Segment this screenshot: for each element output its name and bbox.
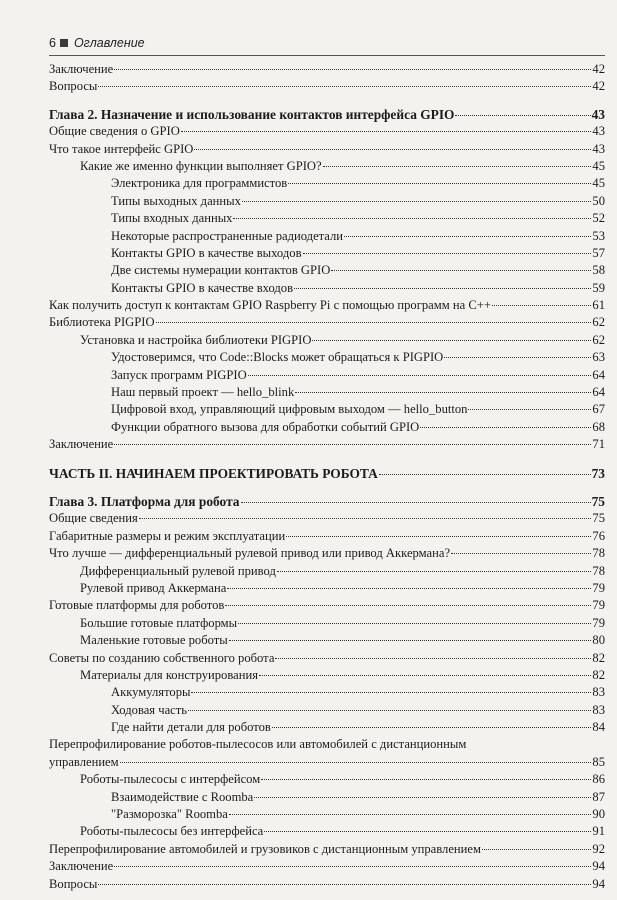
dot-leader: [331, 270, 591, 271]
toc-entry[interactable]: [49, 841, 605, 858]
toc-entry[interactable]: [49, 297, 605, 314]
toc-entry[interactable]: [49, 528, 605, 545]
dot-leader: [455, 115, 590, 116]
toc-entry-page: 50: [592, 193, 605, 208]
toc-entry[interactable]: [49, 876, 605, 893]
table-of-contents: [49, 61, 605, 893]
toc-entry-page: 62: [592, 315, 605, 330]
toc-entry-title: Маленькие готовые роботы: [80, 633, 228, 648]
dot-leader: [188, 710, 591, 711]
dot-leader: [468, 409, 591, 410]
toc-entry-title: Типы выходных данных: [111, 193, 241, 208]
dot-leader: [295, 392, 591, 393]
toc-entry[interactable]: [49, 719, 605, 736]
toc-entry-page: 84: [592, 720, 605, 735]
toc-entry-page: 94: [592, 859, 605, 874]
dot-leader: [444, 357, 591, 358]
dot-leader: [344, 236, 591, 237]
dot-leader: [114, 69, 591, 70]
toc-entry-title: Дифференциальный рулевой привод: [80, 563, 276, 578]
toc-entry-page: 82: [592, 650, 605, 665]
dot-leader: [241, 502, 591, 503]
toc-entry[interactable]: [49, 465, 605, 482]
toc-entry-page: 85: [592, 754, 605, 769]
toc-entry-page: 82: [592, 667, 605, 682]
running-title: Оглавление: [73, 36, 145, 50]
toc-entry-title: Готовые платформы для роботов: [49, 598, 225, 613]
toc-entry[interactable]: [49, 158, 605, 175]
toc-entry-page: 75: [592, 511, 605, 526]
toc-entry-title: ЧАСТЬ II. НАЧИНАЕМ ПРОЕКТИРОВАТЬ РОБОТА: [49, 465, 378, 481]
toc-entry-page: 58: [592, 263, 605, 278]
toc-entry-title: Электроника для программистов: [111, 176, 288, 191]
toc-entry-page: 62: [592, 332, 605, 347]
dot-leader: [98, 86, 591, 87]
dot-leader: [492, 305, 591, 306]
toc-entry-page: 67: [592, 402, 605, 417]
toc-entry-page: 94: [592, 876, 605, 891]
toc-entry[interactable]: [49, 510, 605, 527]
dot-leader: [323, 166, 592, 167]
toc-entry-page: 75: [591, 493, 605, 509]
dot-leader: [294, 288, 591, 289]
toc-entry-title: Глава 2. Назначение и использование контактов интерфейса GPIO: [49, 106, 455, 122]
toc-entry-title: Некоторые распространенные радиодетали: [111, 228, 344, 243]
toc-entry[interactable]: [49, 61, 605, 78]
toc-entry-title: Типы входных данных: [111, 211, 233, 226]
toc-entry[interactable]: [49, 545, 605, 562]
toc-entry-title: Наш первый проект — hello_blink: [111, 385, 295, 400]
toc-entry-page: 87: [592, 789, 605, 804]
dot-leader: [261, 779, 591, 780]
toc-entry[interactable]: [49, 141, 605, 158]
toc-entry-page: 80: [592, 633, 605, 648]
toc-entry-page: 59: [592, 280, 605, 295]
dot-leader: [482, 849, 591, 850]
toc-entry[interactable]: [49, 419, 605, 436]
toc-entry-page: 79: [592, 615, 605, 630]
toc-entry-page: 43: [591, 106, 605, 122]
toc-entry-title: Перепрофилирование автомобилей и грузовиков с дистанционным управлением: [49, 841, 481, 856]
toc-entry-page: 78: [592, 546, 605, 561]
toc-entry[interactable]: [49, 632, 605, 649]
toc-entry-title: Контакты GPIO в качестве входов: [111, 280, 294, 295]
toc-entry-page: 43: [592, 124, 605, 139]
page-number: 6: [49, 36, 56, 50]
toc-entry[interactable]: [49, 106, 605, 123]
toc-entry-title: Заключение: [49, 859, 114, 874]
toc-entry-title: Взаимодействие с Roomba: [111, 789, 254, 804]
dot-leader: [227, 588, 591, 589]
dot-leader: [114, 866, 591, 867]
toc-entry-title: Контакты GPIO в качестве выходов: [111, 245, 302, 260]
header-rule: [49, 55, 605, 56]
dot-leader: [248, 375, 592, 376]
toc-entry-title: Глава 3. Платформа для робота: [49, 493, 240, 509]
dot-leader: [225, 605, 591, 606]
toc-entry[interactable]: [49, 332, 605, 349]
toc-entry-page: 63: [592, 350, 605, 365]
toc-entry-page: 86: [592, 772, 605, 787]
toc-entry-page: 64: [592, 385, 605, 400]
dot-leader: [191, 692, 591, 693]
toc-entry-title: "Разморозка" Roomba: [111, 807, 228, 822]
toc-entry[interactable]: [49, 615, 605, 632]
dot-leader: [114, 444, 591, 445]
dot-leader: [288, 183, 591, 184]
toc-entry-line[interactable]: Перепрофилирование роботов-пылесосов или автомобилей с дистанционным: [49, 737, 467, 752]
toc-entry-page: 57: [592, 245, 605, 260]
toc-entry-title: Советы по созданию собственного робота: [49, 650, 275, 665]
toc-entry[interactable]: [49, 684, 605, 701]
toc-entry-title: Роботы-пылесосы с интерфейсом: [80, 772, 261, 787]
dot-leader: [156, 322, 592, 323]
toc-entry-page: 73: [591, 465, 605, 481]
toc-entry[interactable]: [49, 580, 605, 597]
running-header: [49, 33, 605, 53]
toc-entry-page: 71: [592, 437, 605, 452]
toc-entry-title: Вопросы: [49, 876, 98, 891]
toc-entry-title: Две системы нумерации контактов GPIO: [111, 263, 331, 278]
dot-leader: [242, 201, 591, 202]
toc-entry[interactable]: [49, 78, 605, 95]
toc-entry[interactable]: [49, 493, 605, 510]
toc-entry-title: Заключение: [49, 437, 114, 452]
toc-entry-page: 79: [592, 598, 605, 613]
toc-entry-title: Ходовая часть: [111, 702, 188, 717]
dot-leader: [312, 340, 591, 341]
toc-entry[interactable]: [49, 771, 605, 788]
dot-leader: [303, 253, 592, 254]
toc-entry-title: Рулевой привод Аккермана: [80, 580, 227, 595]
toc-entry-title: Удостоверимся, что Code::Blocks может обращаться к PIGPIO: [111, 350, 444, 365]
dot-leader: [233, 218, 591, 219]
toc-entry-page: 43: [592, 141, 605, 156]
toc-entry[interactable]: [49, 436, 605, 453]
toc-entry-title: Заключение: [49, 62, 114, 76]
toc-entry[interactable]: [49, 280, 605, 297]
toc-entry[interactable]: [49, 349, 605, 366]
dot-leader: [98, 884, 591, 885]
toc-entry[interactable]: [49, 823, 605, 840]
toc-entry-page: 92: [592, 841, 605, 856]
toc-entry-title: Габаритные размеры и режим эксплуатации: [49, 528, 286, 543]
dot-leader: [277, 571, 592, 572]
toc-entry[interactable]: [49, 597, 605, 614]
toc-entry[interactable]: [49, 175, 605, 192]
toc-entry[interactable]: [49, 262, 605, 279]
square-bullet-icon: [60, 39, 68, 47]
dot-leader: [379, 474, 591, 475]
toc-entry-title: Общие сведения: [49, 511, 138, 526]
dot-leader: [286, 536, 591, 537]
toc-entry-title: Общие сведения о GPIO: [49, 124, 180, 139]
toc-entry[interactable]: [49, 245, 605, 262]
toc-entry-page: 42: [592, 62, 605, 76]
toc-entry[interactable]: [49, 667, 605, 684]
toc-entry-page: 83: [592, 702, 605, 717]
toc-entry-title: Запуск программ PIGPIO: [111, 367, 247, 382]
toc-entry-title: Что лучше — дифференциальный рулевой привод или привод Аккермана?: [49, 546, 451, 561]
toc-entry[interactable]: [49, 401, 605, 418]
toc-entry-page: 52: [592, 211, 605, 226]
dot-leader: [275, 658, 591, 659]
toc-entry-page: 42: [592, 79, 605, 94]
toc-entry-title: Установка и настройка библиотеки PIGPIO: [80, 332, 312, 347]
toc-entry-page: 90: [592, 807, 605, 822]
toc-entry[interactable]: [49, 384, 605, 401]
dot-leader: [254, 797, 591, 798]
toc-entry-title: Где найти детали для роботов: [111, 720, 271, 735]
toc-entry-title: Цифровой вход, управляющий цифровым выходом — hello_button: [111, 402, 468, 417]
toc-entry[interactable]: [49, 858, 605, 875]
toc-entry-title: Большие готовые платформы: [80, 615, 238, 630]
toc-entry-page: 64: [592, 367, 605, 382]
dot-leader: [229, 640, 592, 641]
dot-leader: [272, 727, 592, 728]
toc-entry-title: Как получить доступ к контактам GPIO Raspberry Pi с помощью программ на C++: [49, 298, 491, 313]
toc-entry-title: Аккумуляторы: [111, 685, 191, 700]
toc-entry-page: 45: [592, 176, 605, 191]
toc-entry-page: 61: [592, 298, 605, 313]
toc-entry-page: 53: [592, 228, 605, 243]
toc-entry[interactable]: [49, 314, 605, 331]
toc-entry-page: 91: [592, 824, 605, 839]
dot-leader: [120, 762, 592, 763]
dot-leader: [238, 623, 591, 624]
toc-entry-page: 45: [592, 158, 605, 173]
toc-entry-page: 68: [592, 419, 605, 434]
toc-entry-page: 79: [592, 580, 605, 595]
toc-entry-title: управлением: [49, 754, 119, 769]
toc-entry[interactable]: [49, 367, 605, 384]
toc-entry-title: Что такое интерфейс GPIO: [49, 141, 194, 156]
toc-entry[interactable]: [49, 789, 605, 806]
toc-entry[interactable]: [49, 193, 605, 210]
toc-entry-title: Функции обратного вызова для обработки событий GPIO: [111, 419, 420, 434]
dot-leader: [229, 814, 592, 815]
toc-entry-page: 83: [592, 685, 605, 700]
toc-entry-title: Какие же именно функции выполняет GPIO?: [80, 158, 322, 173]
dot-leader: [420, 427, 591, 428]
dot-leader: [139, 518, 592, 519]
toc-entry[interactable]: [49, 123, 605, 140]
toc-entry-title: Библиотека PIGPIO: [49, 315, 155, 330]
toc-entry-page: 78: [592, 563, 605, 578]
dot-leader: [264, 831, 591, 832]
dot-leader: [451, 553, 591, 554]
dot-leader: [181, 131, 592, 132]
toc-entry-title: Роботы-пылесосы без интерфейса: [80, 824, 264, 839]
toc-entry[interactable]: [49, 702, 605, 719]
toc-entry-page: 76: [592, 528, 605, 543]
toc-entry-title: Вопросы: [49, 79, 98, 94]
toc-entry[interactable]: [49, 210, 605, 227]
toc-entry[interactable]: [49, 650, 605, 667]
toc-entry[interactable]: [49, 563, 605, 580]
toc-entry-title: Материалы для конструирования: [80, 667, 258, 682]
dot-leader: [259, 675, 591, 676]
toc-entry[interactable]: [49, 754, 605, 771]
toc-entry[interactable]: [49, 806, 605, 823]
dot-leader: [194, 149, 591, 150]
toc-entry[interactable]: [49, 228, 605, 245]
